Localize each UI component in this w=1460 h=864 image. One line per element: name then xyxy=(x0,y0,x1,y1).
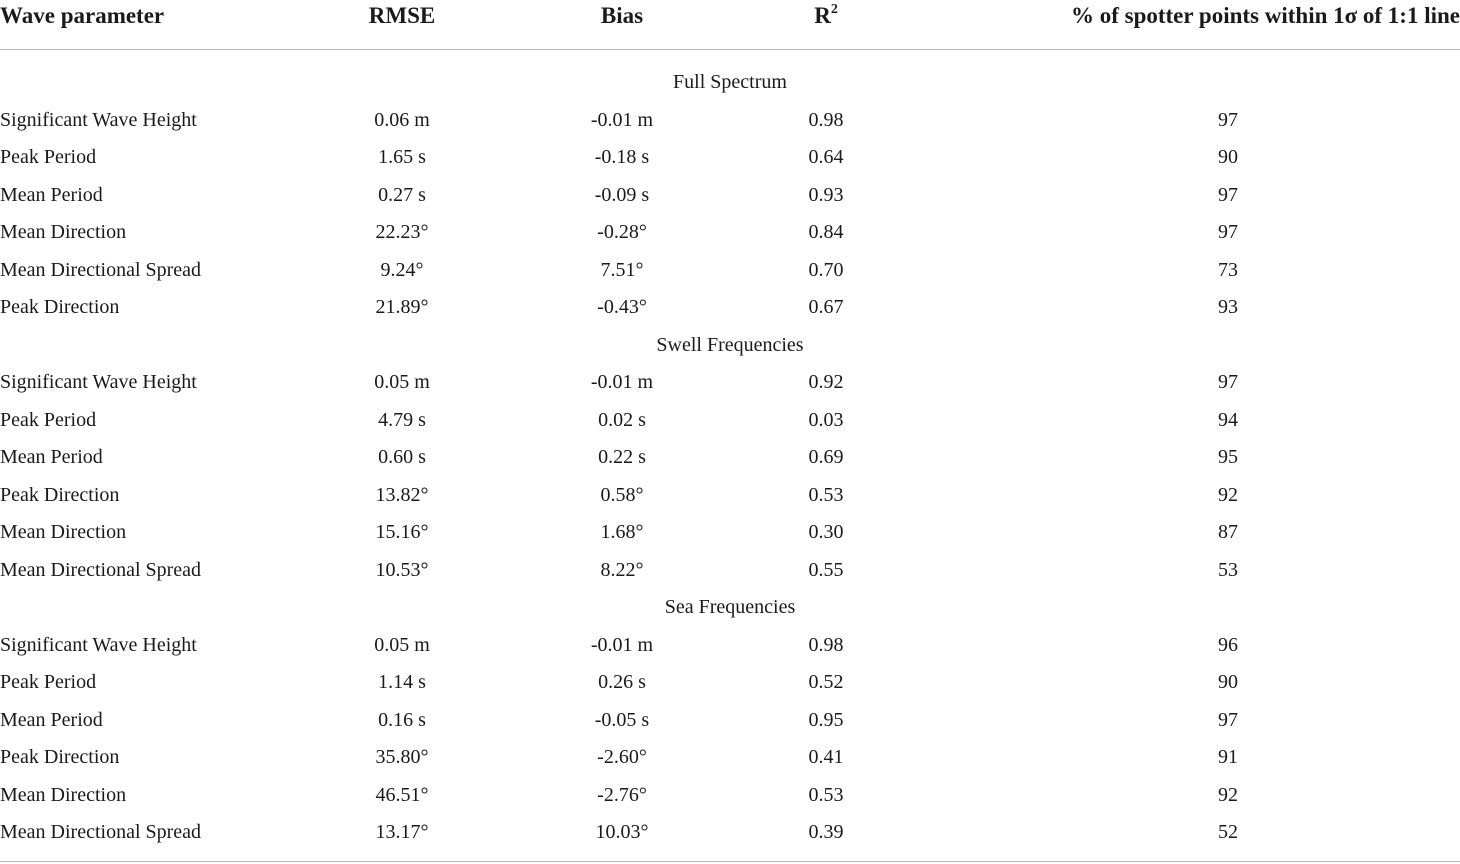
table-row xyxy=(0,777,1460,813)
cell-bias: 10.03° xyxy=(595,821,649,843)
cell-r2: 0.69 xyxy=(808,446,844,468)
section-title: Swell Frequencies xyxy=(656,334,804,356)
cell-bias: 0.58° xyxy=(600,484,644,506)
cell-bias: -0.09 s xyxy=(594,184,650,206)
cell-percent: 95 xyxy=(1218,446,1238,468)
cell-rmse: 10.53° xyxy=(375,559,429,581)
cell-rmse: 0.05 m xyxy=(374,634,430,656)
cell-parameter: Significant Wave Height xyxy=(0,371,197,393)
cell-r2: 0.95 xyxy=(808,709,844,731)
cell-percent: 87 xyxy=(1218,521,1238,543)
cell-percent: 90 xyxy=(1218,671,1238,693)
cell-rmse: 21.89° xyxy=(375,296,429,318)
cell-bias: -2.60° xyxy=(597,746,647,768)
cell-r2: 0.70 xyxy=(808,259,844,281)
table-row xyxy=(0,252,1460,288)
table-row xyxy=(0,814,1460,850)
top-rule xyxy=(0,49,1460,50)
section-title: Sea Frequencies xyxy=(664,596,796,618)
cell-percent: 92 xyxy=(1218,784,1238,806)
cell-bias: -0.01 m xyxy=(590,371,654,393)
header-wave-parameter: Wave parameter xyxy=(0,3,165,28)
table-row xyxy=(0,477,1460,513)
cell-percent: 94 xyxy=(1218,409,1238,431)
cell-r2: 0.98 xyxy=(808,109,844,131)
cell-r2: 0.53 xyxy=(808,484,844,506)
table-row xyxy=(0,439,1460,475)
cell-rmse: 13.82° xyxy=(375,484,429,506)
cell-r2: 0.41 xyxy=(808,746,844,768)
cell-parameter: Mean Period xyxy=(0,446,103,468)
table-row xyxy=(0,139,1460,175)
cell-parameter: Peak Period xyxy=(0,671,97,693)
cell-parameter: Mean Direction xyxy=(0,784,127,806)
cell-percent: 91 xyxy=(1218,746,1238,768)
cell-r2: 0.64 xyxy=(808,146,844,168)
cell-parameter: Mean Directional Spread xyxy=(0,559,202,581)
cell-r2: 0.03 xyxy=(808,409,844,431)
cell-rmse: 35.80° xyxy=(375,746,429,768)
cell-bias: -0.18 s xyxy=(594,146,650,168)
cell-bias: -2.76° xyxy=(597,784,647,806)
header-bias: Bias xyxy=(600,3,644,28)
cell-bias: -0.01 m xyxy=(590,109,654,131)
cell-r2: 0.98 xyxy=(808,634,844,656)
table-row xyxy=(0,214,1460,250)
cell-parameter: Mean Directional Spread xyxy=(0,821,202,843)
cell-percent: 73 xyxy=(1218,259,1238,281)
table-header xyxy=(0,0,1460,32)
cell-r2: 0.55 xyxy=(808,559,844,581)
cell-rmse: 1.65 s xyxy=(378,146,426,168)
table-row xyxy=(0,702,1460,738)
cell-bias: -0.01 m xyxy=(590,634,654,656)
cell-percent: 53 xyxy=(1218,559,1238,581)
cell-bias: -0.28° xyxy=(597,221,647,243)
cell-r2: 0.67 xyxy=(808,296,844,318)
cell-rmse: 0.60 s xyxy=(378,446,426,468)
cell-percent: 97 xyxy=(1218,109,1238,131)
cell-rmse: 9.24° xyxy=(380,259,424,281)
cell-rmse: 0.27 s xyxy=(378,184,426,206)
cell-parameter: Mean Period xyxy=(0,184,103,206)
cell-rmse: 0.16 s xyxy=(378,709,426,731)
cell-r2: 0.30 xyxy=(808,521,844,543)
table-row xyxy=(0,739,1460,775)
cell-percent: 93 xyxy=(1218,296,1238,318)
table-row xyxy=(0,177,1460,213)
cell-bias: 8.22° xyxy=(600,559,644,581)
cell-bias: 0.22 s xyxy=(598,446,646,468)
header-rmse: RMSE xyxy=(368,3,436,28)
cell-parameter: Peak Direction xyxy=(0,746,120,768)
cell-parameter: Significant Wave Height xyxy=(0,634,197,656)
table-row xyxy=(0,664,1460,700)
table-row xyxy=(0,552,1460,588)
cell-percent: 97 xyxy=(1218,221,1238,243)
cell-r2: 0.93 xyxy=(808,184,844,206)
cell-r2: 0.84 xyxy=(808,221,844,243)
cell-percent: 90 xyxy=(1218,146,1238,168)
cell-parameter: Mean Period xyxy=(0,709,103,731)
table-row xyxy=(0,289,1460,325)
cell-rmse: 46.51° xyxy=(375,784,429,806)
cell-percent: 92 xyxy=(1218,484,1238,506)
cell-bias: 0.02 s xyxy=(598,409,646,431)
cell-rmse: 22.23° xyxy=(375,221,429,243)
cell-rmse: 1.14 s xyxy=(378,671,426,693)
cell-parameter: Peak Period xyxy=(0,409,97,431)
table-row xyxy=(0,627,1460,663)
cell-bias: -0.05 s xyxy=(594,709,650,731)
table-row xyxy=(0,364,1460,400)
cell-parameter: Peak Direction xyxy=(0,296,120,318)
cell-percent: 96 xyxy=(1218,634,1238,656)
cell-rmse: 0.05 m xyxy=(374,371,430,393)
cell-parameter: Mean Direction xyxy=(0,221,127,243)
cell-parameter: Significant Wave Height xyxy=(0,109,197,131)
table-row xyxy=(0,402,1460,438)
cell-parameter: Peak Direction xyxy=(0,484,120,506)
cell-rmse: 13.17° xyxy=(375,821,429,843)
cell-bias: 0.26 s xyxy=(598,671,646,693)
cell-r2: 0.92 xyxy=(808,371,844,393)
cell-parameter: Mean Directional Spread xyxy=(0,259,202,281)
cell-percent: 97 xyxy=(1218,371,1238,393)
header-r2 xyxy=(736,0,916,32)
cell-percent: 52 xyxy=(1218,821,1238,843)
cell-percent: 97 xyxy=(1218,709,1238,731)
cell-parameter: Mean Direction xyxy=(0,521,127,543)
cell-bias: 1.68° xyxy=(600,521,644,543)
cell-rmse: 4.79 s xyxy=(378,409,426,431)
section-title: Full Spectrum xyxy=(673,71,787,93)
header-r2-superscript: 2 xyxy=(830,2,838,17)
cell-parameter: Peak Period xyxy=(0,146,97,168)
table-row xyxy=(0,514,1460,550)
header-r2-base: R xyxy=(814,3,831,28)
cell-bias: 7.51° xyxy=(600,259,644,281)
table-row xyxy=(0,102,1460,138)
cell-r2: 0.39 xyxy=(808,821,844,843)
header-percent-within: % of spotter points within 1σ of 1:1 line xyxy=(1070,3,1460,28)
cell-bias: -0.43° xyxy=(597,296,647,318)
cell-percent: 97 xyxy=(1218,184,1238,206)
cell-rmse: 0.06 m xyxy=(374,109,430,131)
bottom-rule xyxy=(0,861,1460,862)
cell-r2: 0.52 xyxy=(808,671,844,693)
cell-r2: 0.53 xyxy=(808,784,844,806)
cell-rmse: 15.16° xyxy=(375,521,429,543)
